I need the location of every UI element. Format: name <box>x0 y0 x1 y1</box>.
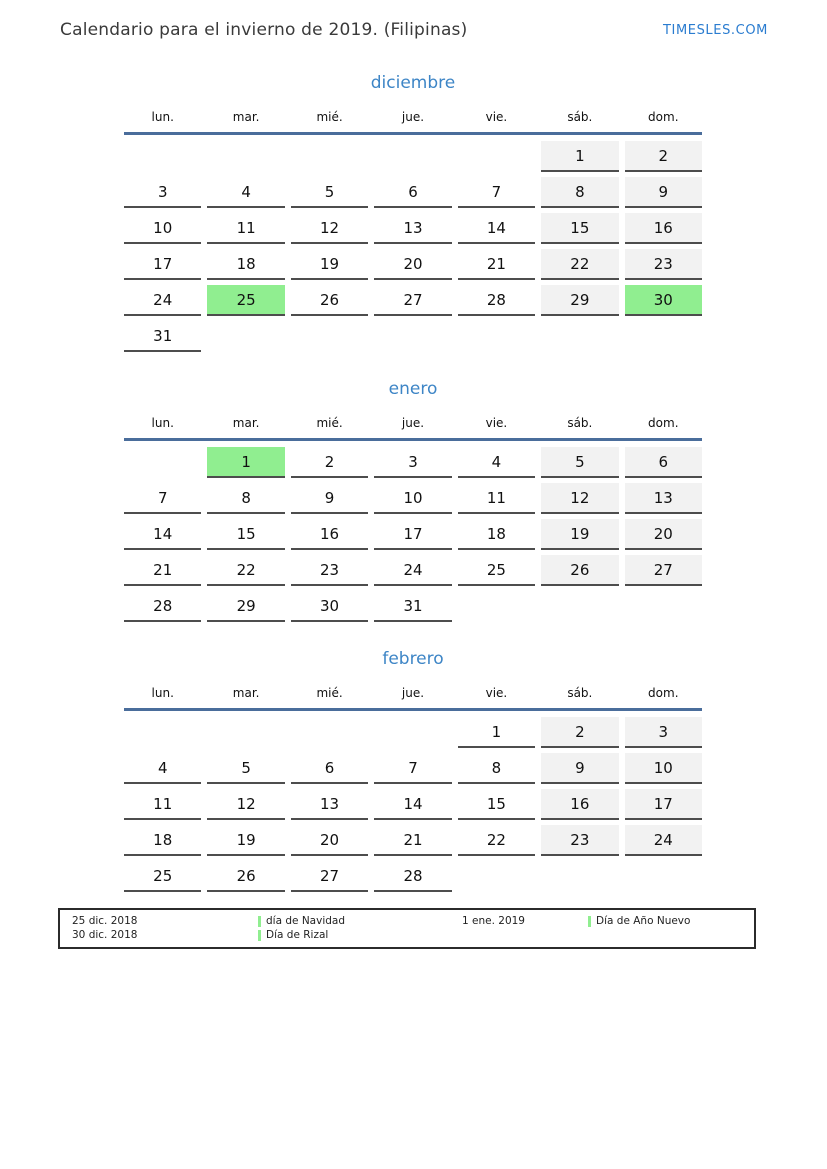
empty-cell <box>207 717 284 746</box>
day-cell: 26 <box>207 861 284 892</box>
legend-marker-icon <box>258 930 261 941</box>
day-cell: 2 <box>541 717 618 748</box>
day-grid <box>124 717 702 892</box>
day-cell: 5 <box>207 753 284 784</box>
day-cell: 19 <box>291 249 368 280</box>
day-cell: 7 <box>374 753 451 784</box>
day-cell: 11 <box>207 213 284 244</box>
legend-empty <box>462 928 588 942</box>
day-cell: 7 <box>124 483 201 514</box>
empty-cell <box>458 141 535 170</box>
month-diciembre <box>124 72 702 352</box>
day-cell: 9 <box>291 483 368 514</box>
day-cell: 15 <box>541 213 618 244</box>
day-cell: 1 <box>541 141 618 172</box>
weekday-label: dom. <box>648 110 679 124</box>
day-cell: 22 <box>541 249 618 280</box>
legend-holiday-name: día de Navidad <box>266 915 346 927</box>
legend-holiday <box>588 914 754 928</box>
day-cell: 14 <box>124 519 201 550</box>
day-cell: 27 <box>374 285 451 316</box>
day-cell: 3 <box>625 717 702 748</box>
weekday-label: mar. <box>232 416 260 430</box>
weekday-label: dom. <box>648 686 679 700</box>
day-cell: 25 <box>207 285 284 316</box>
day-cell: 25 <box>124 861 201 892</box>
legend-holiday <box>258 928 462 942</box>
weekday-label: lun. <box>151 686 174 700</box>
day-cell: 13 <box>625 483 702 514</box>
weekday-label: sáb. <box>567 110 593 124</box>
empty-cell <box>541 861 618 890</box>
day-cell: 21 <box>124 555 201 586</box>
empty-cell <box>458 591 535 620</box>
day-cell: 5 <box>541 447 618 478</box>
day-cell: 13 <box>291 789 368 820</box>
weekday-label: mar. <box>232 110 260 124</box>
day-cell: 1 <box>207 447 284 478</box>
day-cell: 31 <box>374 591 451 622</box>
day-cell: 10 <box>374 483 451 514</box>
legend-marker-icon <box>588 916 591 927</box>
day-cell: 19 <box>541 519 618 550</box>
day-cell: 28 <box>124 591 201 622</box>
day-cell: 13 <box>374 213 451 244</box>
day-cell: 23 <box>291 555 368 586</box>
empty-cell <box>625 861 702 890</box>
empty-cell <box>458 321 535 350</box>
empty-cell <box>625 321 702 350</box>
legend-marker-icon <box>258 916 261 927</box>
day-cell: 19 <box>207 825 284 856</box>
day-cell: 26 <box>291 285 368 316</box>
day-cell: 18 <box>458 519 535 550</box>
day-cell: 16 <box>625 213 702 244</box>
weekday-label: jue. <box>401 686 425 700</box>
day-cell: 8 <box>207 483 284 514</box>
day-cell: 4 <box>207 177 284 208</box>
empty-cell <box>541 321 618 350</box>
day-cell: 28 <box>374 861 451 892</box>
day-cell: 27 <box>625 555 702 586</box>
day-cell: 16 <box>291 519 368 550</box>
day-cell: 28 <box>458 285 535 316</box>
day-grid <box>124 447 702 622</box>
day-cell: 4 <box>124 753 201 784</box>
legend-empty <box>588 928 754 942</box>
empty-cell <box>124 141 201 170</box>
day-cell: 22 <box>458 825 535 856</box>
day-cell: 21 <box>374 825 451 856</box>
day-cell: 14 <box>458 213 535 244</box>
empty-cell <box>374 141 451 170</box>
day-cell: 17 <box>625 789 702 820</box>
day-cell: 14 <box>374 789 451 820</box>
empty-cell <box>291 321 368 350</box>
day-cell: 24 <box>625 825 702 856</box>
weekday-label: vie. <box>485 110 508 124</box>
day-cell: 18 <box>207 249 284 280</box>
page-title: Calendario para el invierno de 2019. (Filipinas) <box>60 20 468 40</box>
header-separator-line <box>124 132 702 135</box>
weekday-header-row <box>124 416 702 430</box>
site-link[interactable]: TIMESLES.COM <box>662 23 768 38</box>
empty-cell <box>374 717 451 746</box>
day-cell: 10 <box>124 213 201 244</box>
day-cell: 20 <box>374 249 451 280</box>
day-cell: 29 <box>541 285 618 316</box>
month-title: febrero <box>382 649 444 669</box>
weekday-label: mar. <box>232 686 260 700</box>
day-cell: 2 <box>625 141 702 172</box>
legend-date: 25 dic. 2018 <box>72 915 138 927</box>
day-cell: 23 <box>541 825 618 856</box>
weekday-label: vie. <box>485 686 508 700</box>
day-cell: 17 <box>374 519 451 550</box>
legend-date: 1 ene. 2019 <box>462 915 525 927</box>
weekday-label: mié. <box>316 416 343 430</box>
day-cell: 18 <box>124 825 201 856</box>
day-cell: 1 <box>458 717 535 748</box>
day-cell: 12 <box>207 789 284 820</box>
day-cell: 6 <box>374 177 451 208</box>
legend-holiday <box>258 914 462 928</box>
header-separator-line <box>124 708 702 711</box>
page-header <box>60 20 768 40</box>
empty-cell <box>625 591 702 620</box>
day-cell: 10 <box>625 753 702 784</box>
legend-date: 30 dic. 2018 <box>72 929 138 941</box>
weekday-label: lun. <box>151 416 174 430</box>
day-cell: 15 <box>458 789 535 820</box>
day-cell: 6 <box>291 753 368 784</box>
legend-holiday-name: Día de Rizal <box>266 929 329 941</box>
weekday-label: mié. <box>316 686 343 700</box>
month-enero <box>124 378 702 622</box>
header-separator-line <box>124 438 702 441</box>
day-cell: 26 <box>541 555 618 586</box>
day-cell: 8 <box>458 753 535 784</box>
day-cell: 9 <box>625 177 702 208</box>
empty-cell <box>541 591 618 620</box>
weekday-label: jue. <box>401 110 425 124</box>
day-cell: 24 <box>374 555 451 586</box>
weekday-label: vie. <box>485 416 508 430</box>
weekday-label: lun. <box>151 110 174 124</box>
day-cell: 21 <box>458 249 535 280</box>
calendar <box>124 60 702 892</box>
day-cell: 3 <box>374 447 451 478</box>
weekday-label: mié. <box>316 110 343 124</box>
day-cell: 6 <box>625 447 702 478</box>
day-cell: 30 <box>625 285 702 316</box>
day-cell: 2 <box>291 447 368 478</box>
day-cell: 15 <box>207 519 284 550</box>
day-cell: 12 <box>541 483 618 514</box>
legend-holiday-name: Día de Año Nuevo <box>596 915 691 927</box>
day-cell: 16 <box>541 789 618 820</box>
legend <box>58 908 756 949</box>
day-grid <box>124 141 702 352</box>
empty-cell <box>291 717 368 746</box>
legend-row <box>72 928 754 942</box>
day-cell: 31 <box>124 321 201 352</box>
day-cell: 5 <box>291 177 368 208</box>
day-cell: 3 <box>124 177 201 208</box>
weekday-label: dom. <box>648 416 679 430</box>
weekday-label: jue. <box>401 416 425 430</box>
empty-cell <box>207 141 284 170</box>
empty-cell <box>124 717 201 746</box>
day-cell: 11 <box>458 483 535 514</box>
empty-cell <box>124 447 201 476</box>
empty-cell <box>291 141 368 170</box>
weekday-header-row <box>124 686 702 700</box>
month-title: enero <box>388 379 438 399</box>
weekday-label: sáb. <box>567 686 593 700</box>
day-cell: 23 <box>625 249 702 280</box>
day-cell: 27 <box>291 861 368 892</box>
day-cell: 29 <box>207 591 284 622</box>
day-cell: 7 <box>458 177 535 208</box>
day-cell: 11 <box>124 789 201 820</box>
day-cell: 25 <box>458 555 535 586</box>
month-title: diciembre <box>370 73 456 93</box>
month-febrero <box>124 648 702 892</box>
day-cell: 20 <box>625 519 702 550</box>
empty-cell <box>374 321 451 350</box>
legend-row <box>72 914 754 928</box>
day-cell: 30 <box>291 591 368 622</box>
weekday-label: sáb. <box>567 416 593 430</box>
empty-cell <box>458 861 535 890</box>
day-cell: 17 <box>124 249 201 280</box>
day-cell: 8 <box>541 177 618 208</box>
day-cell: 9 <box>541 753 618 784</box>
weekday-header-row <box>124 110 702 124</box>
day-cell: 22 <box>207 555 284 586</box>
empty-cell <box>207 321 284 350</box>
day-cell: 24 <box>124 285 201 316</box>
day-cell: 20 <box>291 825 368 856</box>
day-cell: 4 <box>458 447 535 478</box>
day-cell: 12 <box>291 213 368 244</box>
